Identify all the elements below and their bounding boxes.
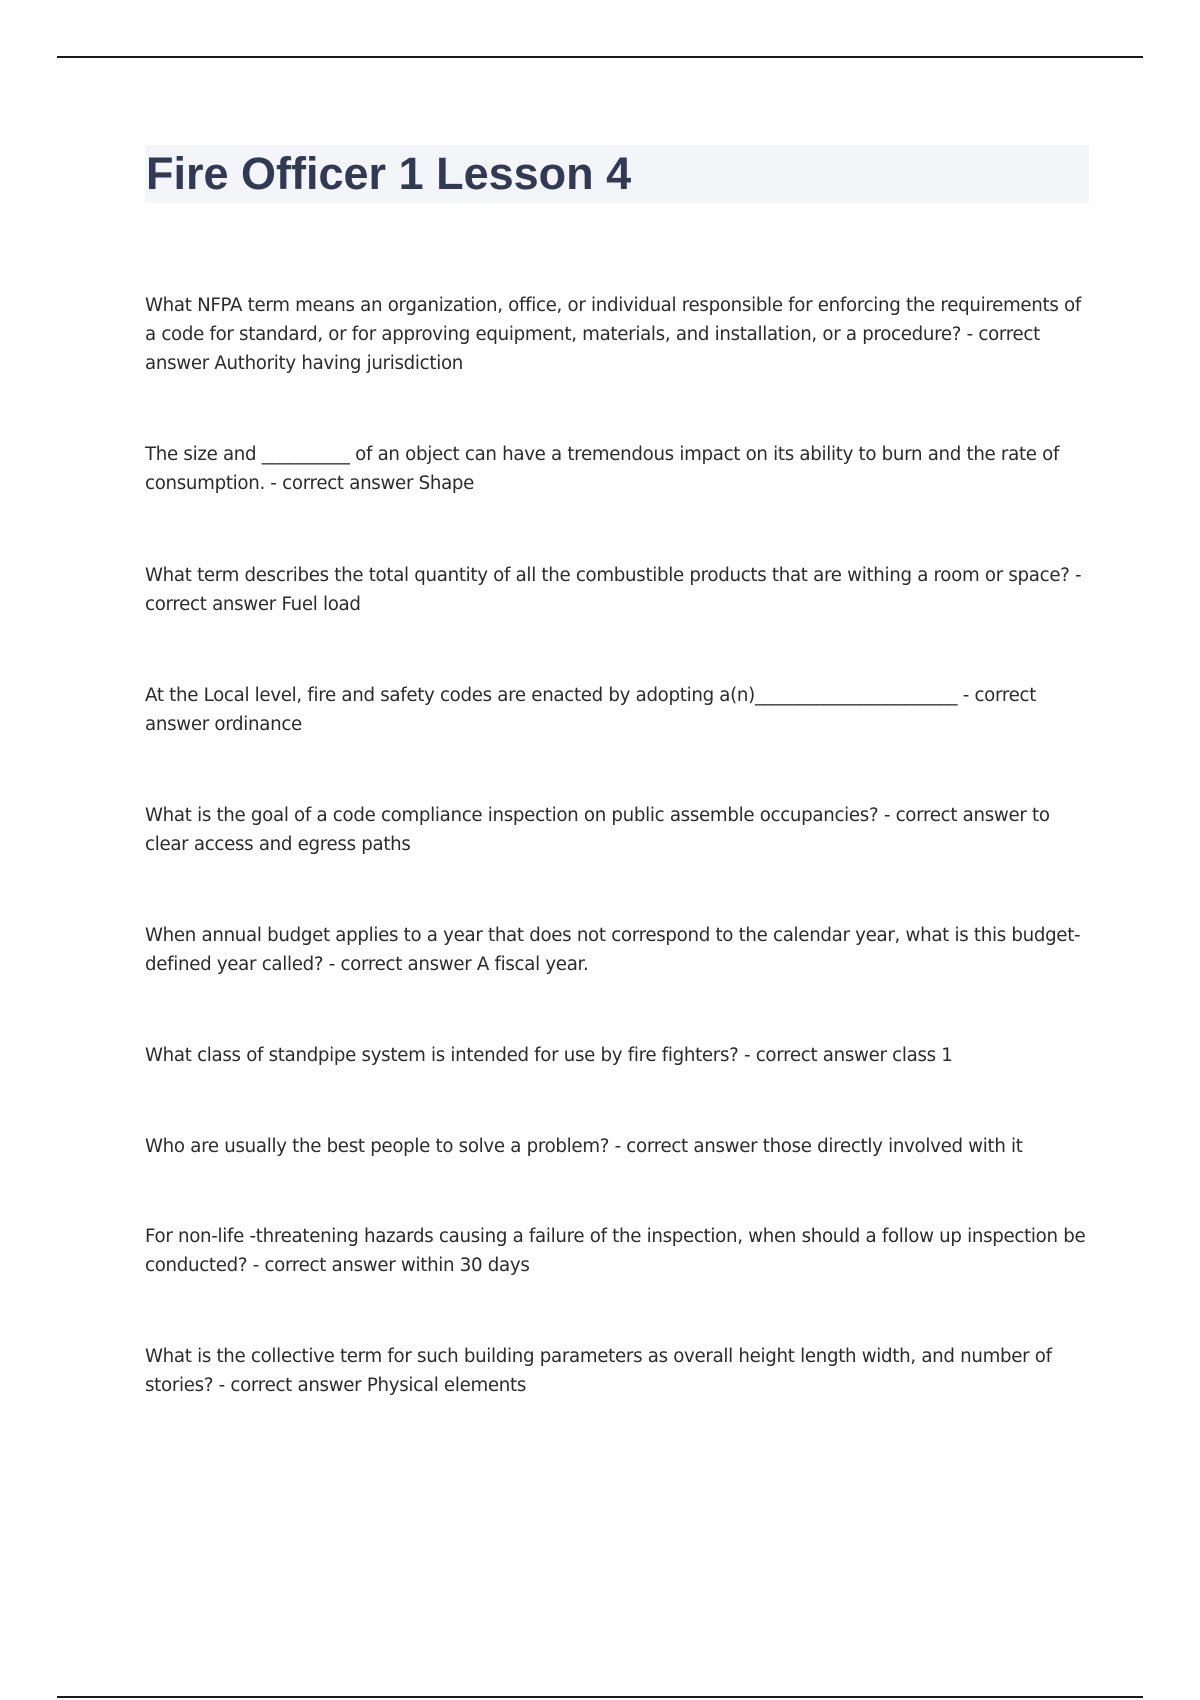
answer-text: A fiscal year.: [476, 954, 589, 975]
answer-text: class 1: [892, 1045, 953, 1066]
question-text: The size and __________ of an object can have a tremendous impact on its ability to burn and the rate of consumption. - correct answer: [145, 444, 1060, 494]
answer-text: to clear access and egress paths: [145, 805, 1050, 855]
qa-item-1: [145, 291, 1090, 378]
question-text: When annual budget applies to a year that does not correspond to the calendar year, what is this budget-defined year called? - correct answer: [145, 925, 1081, 975]
answer-text: Physical elements: [366, 1375, 526, 1396]
qa-item-4: [145, 681, 1090, 739]
answer-text: within 30 days: [400, 1255, 530, 1276]
qa-item-8: [145, 1132, 1090, 1161]
question-text: For non-life -threatening hazards causing a failure of the inspection, when should a follow up inspection be conducted? - correct answer: [145, 1226, 1086, 1276]
question-text: Who are usually the best people to solve a problem? - correct answer: [145, 1136, 758, 1157]
question-text: At the Local level, fire and safety codes are enacted by adopting a(n)_______________________ - correct answer: [145, 685, 1037, 735]
answer-text: Fuel load: [281, 594, 361, 615]
qa-item-10: [145, 1342, 1090, 1400]
qa-item-6: [145, 921, 1090, 979]
question-text: What is the goal of a code compliance inspection on public assemble occupancies? - correct answer: [145, 805, 1027, 826]
qa-item-3: [145, 561, 1090, 619]
qa-item-7: [145, 1041, 1090, 1070]
qa-item-5: [145, 801, 1090, 859]
bottom-divider: [57, 1696, 1143, 1698]
question-text: What class of standpipe system is intended for use by fire fighters? - correct answer: [145, 1045, 887, 1066]
answer-text: those directly involved with it: [762, 1136, 1023, 1157]
qa-item-2: [145, 440, 1090, 498]
answer-text: Shape: [418, 473, 475, 494]
question-text: What term describes the total quantity of all the combustible products that are withing a room or space? - correct answer: [145, 565, 1082, 615]
page-title: Fire Officer 1 Lesson 4: [146, 148, 632, 199]
answer-text: ordinance: [214, 714, 302, 735]
top-divider: [57, 56, 1143, 58]
qa-item-9: [145, 1222, 1090, 1280]
question-text: What NFPA term means an organization, office, or individual responsible for enforcing the requirements of a code for standard, or for approving equipment, materials, and installation, or a procedure? - correct answer: [145, 295, 1081, 374]
question-text: What is the collective term for such building parameters as overall height length width, and number of stories? - correct answer: [145, 1346, 1052, 1396]
answer-text: Authority having jurisdiction: [214, 353, 464, 374]
